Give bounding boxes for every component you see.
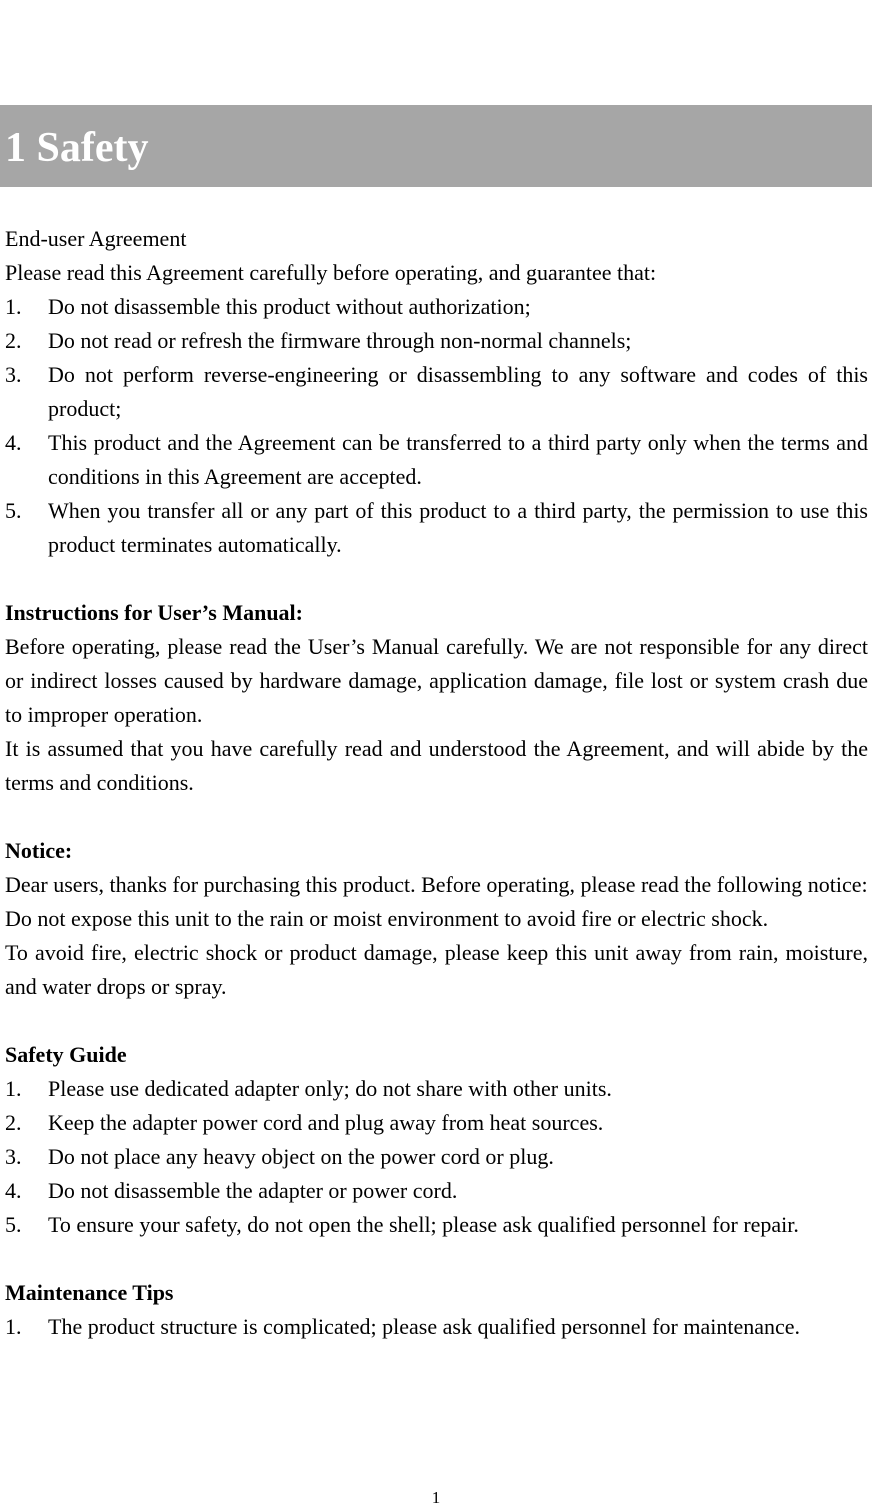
list-item bbox=[5, 358, 868, 426]
list-item-text: Do not place any heavy object on the power cord or plug. bbox=[48, 1144, 554, 1169]
list-item-text: Do not disassemble this product without authorization; bbox=[48, 294, 531, 319]
section-spacer bbox=[5, 562, 868, 596]
maintenance-section bbox=[5, 1276, 868, 1344]
list-item-text: To ensure your safety, do not open the shell; please ask qualified personnel for repair. bbox=[48, 1212, 799, 1237]
safety-guide-section bbox=[5, 1038, 868, 1242]
chapter-title: 1 Safety bbox=[5, 125, 149, 171]
notice-section bbox=[5, 834, 868, 1004]
list-item-number: 3. bbox=[5, 1144, 22, 1169]
maintenance-list bbox=[5, 1310, 868, 1344]
list-item-text: This product and the Agreement can be transferred to a third party only when the terms and conditions in this Agreement are accepted. bbox=[48, 430, 868, 489]
list-item-text: Keep the adapter power cord and plug away from heat sources. bbox=[48, 1110, 604, 1135]
instructions-paragraph: It is assumed that you have carefully read and understood the Agreement, and will abide by the terms and conditions. bbox=[5, 736, 868, 795]
list-item-text: When you transfer all or any part of this product to a third party, the permission to use this product terminates automatically. bbox=[48, 498, 868, 557]
list-item-number: 2. bbox=[5, 328, 22, 353]
end-user-agreement-section bbox=[5, 222, 868, 562]
list-item-number: 1. bbox=[5, 1076, 22, 1101]
safety-guide-list bbox=[5, 1072, 868, 1242]
section-spacer bbox=[5, 800, 868, 834]
list-item bbox=[5, 1140, 868, 1174]
list-item-text: Do not read or refresh the firmware through non-normal channels; bbox=[48, 328, 632, 353]
notice-paragraph: To avoid fire, electric shock or product damage, please keep this unit away from rain, moisture, and water drops or spray. bbox=[5, 940, 868, 999]
list-item-number: 5. bbox=[5, 1212, 22, 1237]
list-item-text: The product structure is complicated; please ask qualified personnel for maintenance. bbox=[48, 1314, 800, 1339]
instructions-section bbox=[5, 596, 868, 800]
instructions-heading: Instructions for User’s Manual: bbox=[5, 600, 303, 625]
agreement-heading: End-user Agreement bbox=[5, 226, 187, 251]
list-item bbox=[5, 426, 868, 494]
list-item-number: 2. bbox=[5, 1110, 22, 1135]
section-spacer bbox=[5, 1242, 868, 1276]
list-item bbox=[5, 290, 868, 324]
list-item-text: Please use dedicated adapter only; do not share with other units. bbox=[48, 1076, 612, 1101]
list-item bbox=[5, 1106, 868, 1140]
list-item bbox=[5, 1072, 868, 1106]
list-item bbox=[5, 1208, 868, 1242]
notice-paragraph: Do not expose this unit to the rain or moist environment to avoid fire or electric shock. bbox=[5, 906, 769, 931]
list-item bbox=[5, 324, 868, 358]
list-item-number: 4. bbox=[5, 430, 22, 455]
list-item bbox=[5, 494, 868, 562]
notice-heading: Notice: bbox=[5, 838, 73, 863]
section-spacer bbox=[5, 1004, 868, 1038]
agreement-intro: Please read this Agreement carefully before operating, and guarantee that: bbox=[5, 260, 657, 285]
list-item-text: Do not disassemble the adapter or power cord. bbox=[48, 1178, 458, 1203]
notice-paragraph: Dear users, thanks for purchasing this product. Before operating, please read the following notice: bbox=[5, 872, 868, 897]
list-item-number: 5. bbox=[5, 498, 22, 523]
list-item bbox=[5, 1310, 868, 1344]
page-number: 1 bbox=[431, 1488, 441, 1507]
instructions-paragraph: Before operating, please read the User’s Manual carefully. We are not responsible for any direct or indirect losses caused by hardware damage, application damage, file lost or system crash due to improper operation. bbox=[5, 634, 868, 727]
list-item bbox=[5, 1174, 868, 1208]
document-body bbox=[5, 222, 868, 1344]
list-item-number: 1. bbox=[5, 294, 22, 319]
agreement-list bbox=[5, 290, 868, 562]
list-item-number: 1. bbox=[5, 1314, 22, 1339]
list-item-text: Do not perform reverse-engineering or disassembling to any software and codes of this product; bbox=[48, 362, 868, 421]
list-item-number: 4. bbox=[5, 1178, 22, 1203]
maintenance-heading: Maintenance Tips bbox=[5, 1280, 174, 1305]
safety-guide-heading: Safety Guide bbox=[5, 1042, 127, 1067]
list-item-number: 3. bbox=[5, 362, 22, 387]
